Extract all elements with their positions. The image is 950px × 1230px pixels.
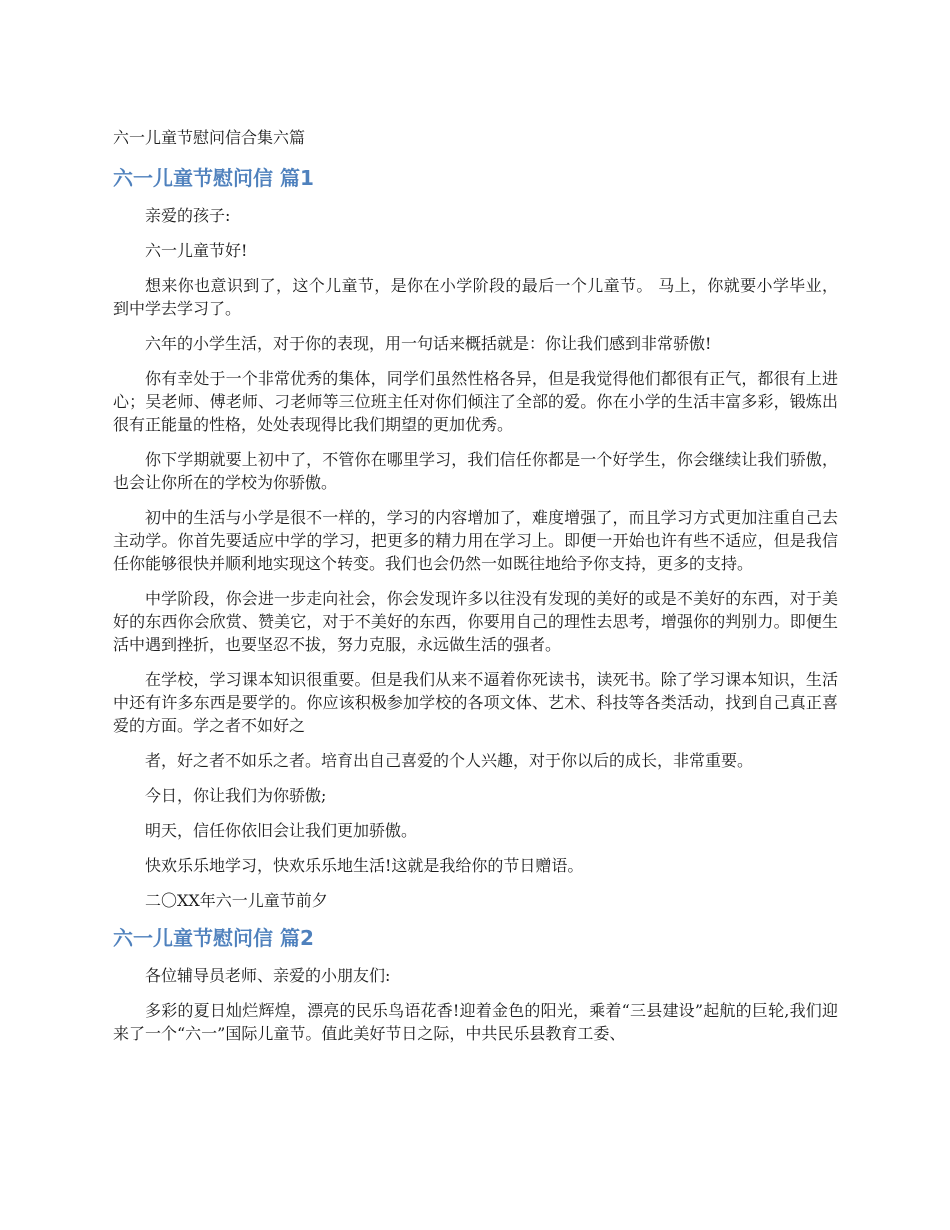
paragraph: 二〇XX年六一儿童节前夕	[145, 891, 328, 910]
paragraph: 你下学期就要上初中了，不管你在哪里学习，我们信任你都是一个好学生，你会继续让我们骄傲，也会让你所在的学校为你骄傲。	[113, 450, 838, 492]
paragraph: 明天，信任你依旧会让我们更加骄傲。	[145, 821, 418, 840]
paragraph: 六一儿童节好!	[145, 241, 248, 260]
section-heading-1: 六一儿童节慰问信 篇1	[113, 166, 314, 190]
paragraph: 者，好之者不如乐之者。培育出自己喜爱的个人兴趣，对于你以后的成长，非常重要。	[145, 751, 754, 770]
paragraph: 今日，你让我们为你骄傲;	[145, 786, 327, 805]
paragraph: 亲爱的孩子:	[145, 206, 231, 225]
paragraph: 多彩的夏日灿烂辉煌，漂亮的民乐鸟语花香!迎着金色的阳光，乘着“三县建设”起航的巨轮,我们迎来了一个“六一”国际儿童节。值此美好节日之际，中共民乐县教育工委、	[113, 1001, 838, 1043]
paragraph: 快欢乐乐地学习，快欢乐乐地生活!这就是我给你的节日赠语。	[145, 856, 584, 875]
paragraph: 想来你也意识到了，这个儿童节，是你在小学阶段的最后一个儿童节。 马上，你就要小学毕业，到中学去学习了。	[113, 276, 838, 318]
paragraph: 六年的小学生活，对于你的表现，用一句话来概括就是：你让我们感到非常骄傲!	[145, 334, 712, 353]
paragraph: 初中的生活与小学是很不一样的，学习的内容增加了，难度增强了，而且学习方式更加注重自己去主动学。你首先要适应中学的学习，把更多的精力用在学习上。即便一开始也许有些不适应，但是我信任你能够很快并顺利地实现这个转变。我们也会仍然一如既往地给予你支持，更多的支持。	[113, 508, 838, 573]
paragraph: 在学校，学习课本知识很重要。但是我们从来不逼着你死读书，读死书。除了学习课本知识，生活中还有许多东西是要学的。你应该积极参加学校的各项文体、艺术、科技等各类活动，找到自己真正喜爱的方面。学之者不如好之	[113, 670, 838, 735]
paragraph: 各位辅导员老师、亲爱的小朋友们:	[145, 966, 391, 985]
paragraph: 中学阶段，你会进一步走向社会，你会发现许多以往没有发现的美好的或是不美好的东西，对于美好的东西你会欣赏、赞美它，对于不美好的东西，你要用自己的理性去思考，增强你的判别力。即便生活中遇到挫折，也要坚忍不拔，努力克服，永远做生活的强者。	[113, 589, 838, 654]
paragraph: 你有幸处于一个非常优秀的集体，同学们虽然性格各异，但是我觉得他们都很有正气，都很有上进心；吴老师、傅老师、刁老师等三位班主任对你们倾注了全部的爱。你在小学的生活丰富多彩，锻炼出很有正能量的性格，处处表现得比我们期望的更加优秀。	[113, 369, 838, 434]
document-title: 六一儿童节慰问信合集六篇	[113, 128, 306, 147]
section-heading-2: 六一儿童节慰问信 篇2	[113, 926, 314, 950]
